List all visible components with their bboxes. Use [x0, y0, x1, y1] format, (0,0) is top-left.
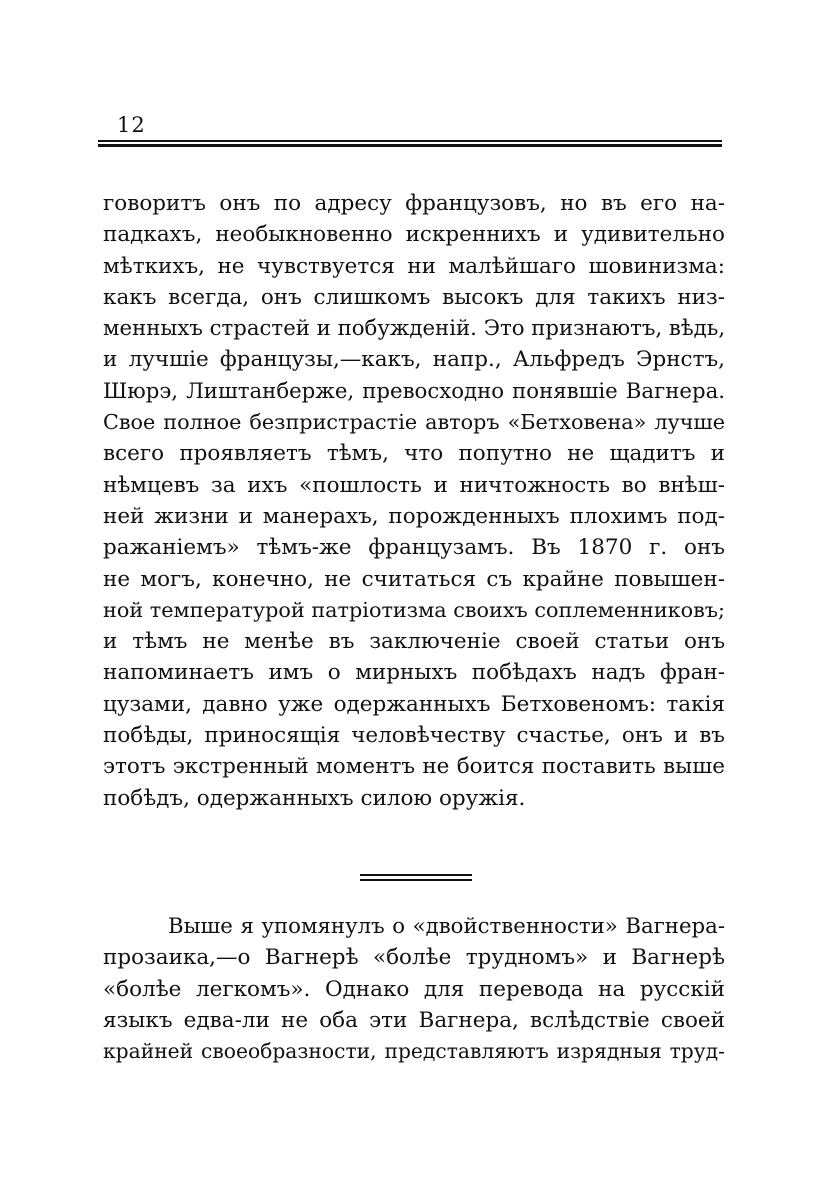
paragraph-1: [103, 188, 725, 814]
text-line: падкахъ, необыкновенно искреннихъ и удивительно: [103, 222, 725, 248]
text-line: цузами, давно уже одержанныхъ Бетховеномъ: такія: [103, 691, 725, 717]
text-line: Свое полное безпристрастіе авторъ «Бетховена» лучше: [103, 410, 725, 435]
header-rule: [98, 140, 722, 147]
text-line: ражаніемъ» тѣмъ-же французамъ. Въ 1870 г. онъ: [103, 535, 725, 561]
text-line: всего проявляетъ тѣмъ, что попутно не щадитъ и: [103, 441, 725, 467]
text-line: побѣды, приносящія человѣчеству счастье, онъ и въ: [103, 723, 725, 749]
text-line: какъ всегда, онъ слишкомъ высокъ для такихъ низ-: [103, 284, 725, 310]
text-line: прозаика,—о Вагнерѣ «болѣе трудномъ» и Вагнерѣ: [103, 945, 725, 971]
text-line: и тѣмъ не менѣе въ заключеніе своей статьи онъ: [103, 629, 725, 655]
section-divider: [360, 874, 472, 881]
text-line: говоритъ онъ по адресу французовъ, но въ его на-: [103, 191, 725, 216]
text-line: менныхъ страстей и побужденій. Это признаютъ, вѣдь,: [103, 316, 726, 342]
text-line: мѣткихъ, не чувствуется ни малѣйшаго шовинизма:: [103, 253, 725, 279]
text-line: напоминаетъ имъ о мирныхъ побѣдахъ надъ фран-: [103, 660, 725, 686]
text-line: ной температурой патріотизма своихъ соплеменниковъ;: [103, 597, 725, 622]
text-line: нѣмцевъ за ихъ «пошлость и ничтожность во внѣш-: [103, 472, 725, 498]
text-line: Шюрэ, Лиштанберже, превосходно понявшіе Вагнера.: [103, 378, 725, 404]
text-line: Выше я упомянулъ о «двойственности» Вагнера-: [168, 914, 725, 939]
page-number: 12: [117, 113, 146, 137]
text-line: языкъ едва-ли не оба эти Вагнера, вслѣдствіе своей: [103, 1007, 725, 1033]
text-line: побѣдъ, одержанныхъ силою оружія.: [103, 785, 526, 811]
text-line: и лучшіе французы,—какъ, напр., Альфредъ Эрнстъ,: [103, 347, 725, 373]
text-line: «болѣе легкомъ». Однако для перевода на русскій: [103, 976, 725, 1002]
paragraph-2: [103, 911, 725, 1067]
text-line: этотъ экстренный моментъ не боится поставить выше: [103, 754, 725, 780]
text-line: крайней своеобразности, представляютъ изрядныя труд-: [103, 1039, 725, 1064]
text-line: не могъ, конечно, не считаться съ крайне повышен-: [103, 566, 725, 592]
text-line: ней жизни и манерахъ, порожденныхъ плохимъ под-: [103, 503, 725, 529]
